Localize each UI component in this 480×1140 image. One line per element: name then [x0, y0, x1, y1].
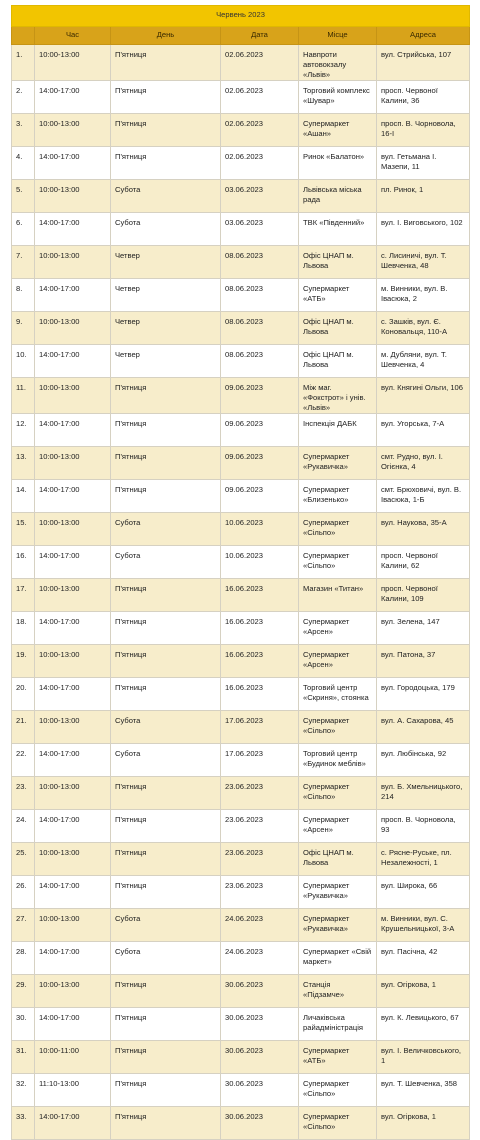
cell-place: Супермаркет «Сільпо» [299, 1107, 377, 1140]
cell-date: 09.06.2023 [221, 480, 299, 513]
cell-time: 10:00-13:00 [35, 711, 111, 744]
cell-address: вул. Т. Шевченка, 358 [377, 1074, 470, 1107]
cell-time: 10:00-13:00 [35, 447, 111, 480]
table-row [12, 546, 470, 579]
row-number: 30. [12, 1008, 35, 1041]
table-row [12, 312, 470, 345]
cell-date: 08.06.2023 [221, 246, 299, 279]
cell-date: 30.06.2023 [221, 975, 299, 1008]
cell-address: вул. Огіркова, 1 [377, 975, 470, 1008]
table-row [12, 246, 470, 279]
cell-time: 14:00-17:00 [35, 876, 111, 909]
cell-place: Супермаркет «Сільпо» [299, 546, 377, 579]
table-row [12, 414, 470, 447]
cell-time: 14:00-17:00 [35, 810, 111, 843]
table-row [12, 45, 470, 81]
cell-place: Супермаркет «Рукавичка» [299, 876, 377, 909]
row-number: 3. [12, 114, 35, 147]
cell-place: Супермаркет «Рукавичка» [299, 909, 377, 942]
row-number: 5. [12, 180, 35, 213]
table-row [12, 645, 470, 678]
cell-place: Торговий комплекс «Шувар» [299, 81, 377, 114]
table-row [12, 279, 470, 312]
cell-date: 24.06.2023 [221, 909, 299, 942]
row-number: 10. [12, 345, 35, 378]
cell-date: 23.06.2023 [221, 843, 299, 876]
cell-time: 14:00-17:00 [35, 81, 111, 114]
cell-address: вул. Стрийська, 107 [377, 45, 470, 81]
cell-place: Офіс ЦНАП м. Львова [299, 246, 377, 279]
header-address: Адреса [377, 27, 470, 45]
header-row [12, 27, 470, 45]
cell-place: Торговий центр «Скриня», стоянка [299, 678, 377, 711]
cell-date: 03.06.2023 [221, 213, 299, 246]
cell-day: Субота [111, 180, 221, 213]
table-row [12, 810, 470, 843]
cell-day: П'ятниця [111, 447, 221, 480]
cell-date: 02.06.2023 [221, 45, 299, 81]
cell-date: 09.06.2023 [221, 378, 299, 414]
cell-date: 02.06.2023 [221, 114, 299, 147]
cell-place: Супермаркет «АТБ» [299, 279, 377, 312]
cell-place: Супермаркет «АТБ» [299, 1041, 377, 1074]
header-day: День [111, 27, 221, 45]
cell-place: ТВК «Південний» [299, 213, 377, 246]
table-row [12, 81, 470, 114]
cell-time: 14:00-17:00 [35, 279, 111, 312]
row-number: 15. [12, 513, 35, 546]
row-number: 25. [12, 843, 35, 876]
cell-place: Магазин «Титан» [299, 579, 377, 612]
cell-day: Субота [111, 213, 221, 246]
cell-date: 16.06.2023 [221, 645, 299, 678]
header-date: Дата [221, 27, 299, 45]
row-number: 14. [12, 480, 35, 513]
cell-place: Львівська міська рада [299, 180, 377, 213]
cell-date: 30.06.2023 [221, 1074, 299, 1107]
table-title: Червень 2023 [12, 6, 470, 27]
table-row [12, 942, 470, 975]
table-row [12, 180, 470, 213]
table-row [12, 213, 470, 246]
cell-time: 10:00-13:00 [35, 312, 111, 345]
cell-address: с. Лисиничі, вул. Т. Шевченка, 48 [377, 246, 470, 279]
cell-day: Четвер [111, 279, 221, 312]
cell-day: Субота [111, 744, 221, 777]
cell-date: 24.06.2023 [221, 942, 299, 975]
cell-time: 14:00-17:00 [35, 480, 111, 513]
cell-place: Навпроти автовокзалу «Львів» [299, 45, 377, 81]
cell-time: 10:00-13:00 [35, 909, 111, 942]
cell-address: просп. Червоної Калини, 62 [377, 546, 470, 579]
table-row [12, 345, 470, 378]
table-row [12, 1107, 470, 1140]
cell-place: Інспекція ДАБК [299, 414, 377, 447]
cell-time: 10:00-13:00 [35, 114, 111, 147]
row-number: 17. [12, 579, 35, 612]
cell-day: П'ятниця [111, 645, 221, 678]
table-row [12, 711, 470, 744]
cell-day: П'ятниця [111, 45, 221, 81]
cell-address: просп. В. Чорновола, 93 [377, 810, 470, 843]
cell-time: 14:00-17:00 [35, 345, 111, 378]
row-number: 27. [12, 909, 35, 942]
cell-date: 30.06.2023 [221, 1107, 299, 1140]
cell-date: 23.06.2023 [221, 777, 299, 810]
title-row [12, 6, 470, 27]
cell-time: 14:00-17:00 [35, 414, 111, 447]
row-number: 11. [12, 378, 35, 414]
cell-place: Супермаркет «Ашан» [299, 114, 377, 147]
cell-address: вул. І. Величковського, 1 [377, 1041, 470, 1074]
cell-time: 14:00-17:00 [35, 678, 111, 711]
cell-day: Субота [111, 942, 221, 975]
cell-day: П'ятниця [111, 147, 221, 180]
cell-place: Супермаркет «Рукавичка» [299, 447, 377, 480]
cell-address: вул. К. Левицького, 67 [377, 1008, 470, 1041]
cell-date: 17.06.2023 [221, 744, 299, 777]
table-row [12, 843, 470, 876]
cell-place: Супермаркет «Арсен» [299, 810, 377, 843]
row-number: 23. [12, 777, 35, 810]
cell-place: Офіс ЦНАП м. Львова [299, 345, 377, 378]
cell-address: вул. Зелена, 147 [377, 612, 470, 645]
cell-day: П'ятниця [111, 114, 221, 147]
cell-day: П'ятниця [111, 1008, 221, 1041]
cell-place: Супермаркет «Сільпо» [299, 1074, 377, 1107]
cell-date: 02.06.2023 [221, 147, 299, 180]
cell-time: 10:00-13:00 [35, 45, 111, 81]
table-row [12, 777, 470, 810]
cell-address: с. Рясне-Руське, пл. Незалежності, 1 [377, 843, 470, 876]
row-number: 21. [12, 711, 35, 744]
row-number: 24. [12, 810, 35, 843]
row-number: 20. [12, 678, 35, 711]
cell-day: П'ятниця [111, 810, 221, 843]
cell-date: 10.06.2023 [221, 546, 299, 579]
cell-day: П'ятниця [111, 81, 221, 114]
cell-day: Четвер [111, 312, 221, 345]
row-number: 26. [12, 876, 35, 909]
cell-time: 14:00-17:00 [35, 744, 111, 777]
cell-date: 08.06.2023 [221, 345, 299, 378]
row-number: 33. [12, 1107, 35, 1140]
cell-day: П'ятниця [111, 579, 221, 612]
cell-date: 23.06.2023 [221, 876, 299, 909]
table-row [12, 378, 470, 414]
cell-place: Супермаркет «Арсен» [299, 612, 377, 645]
cell-time: 10:00-13:00 [35, 645, 111, 678]
table-row [12, 1074, 470, 1107]
cell-place: Супермаркет «Сільпо» [299, 711, 377, 744]
cell-place: Супермаркет «Сільпо» [299, 513, 377, 546]
table-row [12, 447, 470, 480]
table-row [12, 612, 470, 645]
table-row [12, 1008, 470, 1041]
cell-day: П'ятниця [111, 1074, 221, 1107]
cell-date: 02.06.2023 [221, 81, 299, 114]
cell-address: вул. Пасічна, 42 [377, 942, 470, 975]
cell-day: П'ятниця [111, 378, 221, 414]
cell-day: Субота [111, 546, 221, 579]
row-number: 32. [12, 1074, 35, 1107]
header-place: Місце [299, 27, 377, 45]
cell-time: 10:00-13:00 [35, 513, 111, 546]
cell-address: м. Винники, вул. В. Івасюка, 2 [377, 279, 470, 312]
table-row [12, 876, 470, 909]
cell-address: просп. Червоної Калини, 36 [377, 81, 470, 114]
cell-day: П'ятниця [111, 1041, 221, 1074]
cell-date: 30.06.2023 [221, 1041, 299, 1074]
cell-address: вул. Любінська, 92 [377, 744, 470, 777]
table-row [12, 114, 470, 147]
cell-date: 08.06.2023 [221, 279, 299, 312]
cell-address: м. Дубляни, вул. Т. Шевченка, 4 [377, 345, 470, 378]
row-number: 16. [12, 546, 35, 579]
table-row [12, 1041, 470, 1074]
cell-address: смт. Брюховичі, вул. В. Івасюка, 1-Б [377, 480, 470, 513]
cell-day: П'ятниця [111, 876, 221, 909]
schedule-table [11, 5, 470, 1140]
cell-address: вул. Угорська, 7-А [377, 414, 470, 447]
table-row [12, 909, 470, 942]
cell-date: 16.06.2023 [221, 579, 299, 612]
cell-day: П'ятниця [111, 678, 221, 711]
row-number: 19. [12, 645, 35, 678]
cell-time: 11:10-13:00 [35, 1074, 111, 1107]
cell-day: Субота [111, 909, 221, 942]
cell-time: 10:00-13:00 [35, 579, 111, 612]
cell-date: 09.06.2023 [221, 447, 299, 480]
cell-day: П'ятниця [111, 777, 221, 810]
cell-address: просп. В. Чорновола, 16-І [377, 114, 470, 147]
cell-address: м. Винники, вул. С. Крушельницької, 3-А [377, 909, 470, 942]
cell-address: просп. Червоної Калини, 109 [377, 579, 470, 612]
cell-address: вул. Гетьмана І. Мазепи, 11 [377, 147, 470, 180]
cell-place: Офіс ЦНАП м. Львова [299, 843, 377, 876]
cell-day: Четвер [111, 345, 221, 378]
header-number [12, 27, 35, 45]
cell-time: 14:00-17:00 [35, 942, 111, 975]
cell-date: 17.06.2023 [221, 711, 299, 744]
cell-day: П'ятниця [111, 1107, 221, 1140]
header-time: Час [35, 27, 111, 45]
schedule-container [11, 5, 469, 1140]
cell-day: П'ятниця [111, 480, 221, 513]
cell-time: 10:00-13:00 [35, 378, 111, 414]
cell-place: Личаківська райадміністрація [299, 1008, 377, 1041]
cell-address: вул. Городоцька, 179 [377, 678, 470, 711]
cell-day: П'ятниця [111, 414, 221, 447]
cell-date: 30.06.2023 [221, 1008, 299, 1041]
cell-date: 03.06.2023 [221, 180, 299, 213]
cell-date: 23.06.2023 [221, 810, 299, 843]
cell-date: 10.06.2023 [221, 513, 299, 546]
cell-date: 08.06.2023 [221, 312, 299, 345]
cell-place: Станція «Підзамче» [299, 975, 377, 1008]
cell-date: 16.06.2023 [221, 678, 299, 711]
cell-address: вул. Наукова, 35-А [377, 513, 470, 546]
cell-address: вул. Патона, 37 [377, 645, 470, 678]
cell-day: П'ятниця [111, 975, 221, 1008]
cell-time: 14:00-17:00 [35, 213, 111, 246]
table-row [12, 975, 470, 1008]
cell-address: вул. І. Виговського, 102 [377, 213, 470, 246]
cell-place: Супермаркет «Арсен» [299, 645, 377, 678]
cell-time: 10:00-13:00 [35, 975, 111, 1008]
row-number: 13. [12, 447, 35, 480]
row-number: 2. [12, 81, 35, 114]
cell-address: смт. Рудно, вул. І. Огієнка, 4 [377, 447, 470, 480]
row-number: 29. [12, 975, 35, 1008]
cell-place: Супермаркет «Свій маркет» [299, 942, 377, 975]
cell-time: 10:00-13:00 [35, 843, 111, 876]
cell-place: Ринок «Балатон» [299, 147, 377, 180]
cell-day: Четвер [111, 246, 221, 279]
cell-place: Офіс ЦНАП м. Львова [299, 312, 377, 345]
cell-day: П'ятниця [111, 612, 221, 645]
table-row [12, 678, 470, 711]
cell-date: 16.06.2023 [221, 612, 299, 645]
cell-time: 10:00-13:00 [35, 180, 111, 213]
cell-day: Субота [111, 711, 221, 744]
cell-date: 09.06.2023 [221, 414, 299, 447]
table-row [12, 579, 470, 612]
cell-place: Між маг. «Фокстрот» і унів. «Львів» [299, 378, 377, 414]
cell-place: Супермаркет «Сільпо» [299, 777, 377, 810]
row-number: 9. [12, 312, 35, 345]
cell-time: 14:00-17:00 [35, 147, 111, 180]
table-row [12, 480, 470, 513]
row-number: 12. [12, 414, 35, 447]
row-number: 22. [12, 744, 35, 777]
cell-address: вул. Широка, 66 [377, 876, 470, 909]
row-number: 7. [12, 246, 35, 279]
table-row [12, 513, 470, 546]
row-number: 4. [12, 147, 35, 180]
cell-time: 10:00-13:00 [35, 246, 111, 279]
cell-time: 14:00-17:00 [35, 546, 111, 579]
row-number: 8. [12, 279, 35, 312]
table-body [12, 45, 470, 1140]
row-number: 28. [12, 942, 35, 975]
cell-address: вул. Огіркова, 1 [377, 1107, 470, 1140]
cell-address: вул. Княгині Ольги, 106 [377, 378, 470, 414]
cell-address: пл. Ринок, 1 [377, 180, 470, 213]
cell-time: 14:00-17:00 [35, 612, 111, 645]
cell-time: 10:00-13:00 [35, 777, 111, 810]
cell-day: П'ятниця [111, 843, 221, 876]
cell-day: Субота [111, 513, 221, 546]
cell-time: 10:00-11:00 [35, 1041, 111, 1074]
cell-place: Торговий центр «Будинок меблів» [299, 744, 377, 777]
cell-address: вул. Б. Хмельницького, 214 [377, 777, 470, 810]
cell-time: 14:00-17:00 [35, 1008, 111, 1041]
row-number: 31. [12, 1041, 35, 1074]
table-row [12, 147, 470, 180]
table-row [12, 744, 470, 777]
cell-place: Супермаркет «Близенько» [299, 480, 377, 513]
row-number: 18. [12, 612, 35, 645]
cell-address: с. Зашків, вул. Є. Коновальця, 110-А [377, 312, 470, 345]
row-number: 1. [12, 45, 35, 81]
cell-time: 14:00-17:00 [35, 1107, 111, 1140]
row-number: 6. [12, 213, 35, 246]
cell-address: вул. А. Сахарова, 45 [377, 711, 470, 744]
